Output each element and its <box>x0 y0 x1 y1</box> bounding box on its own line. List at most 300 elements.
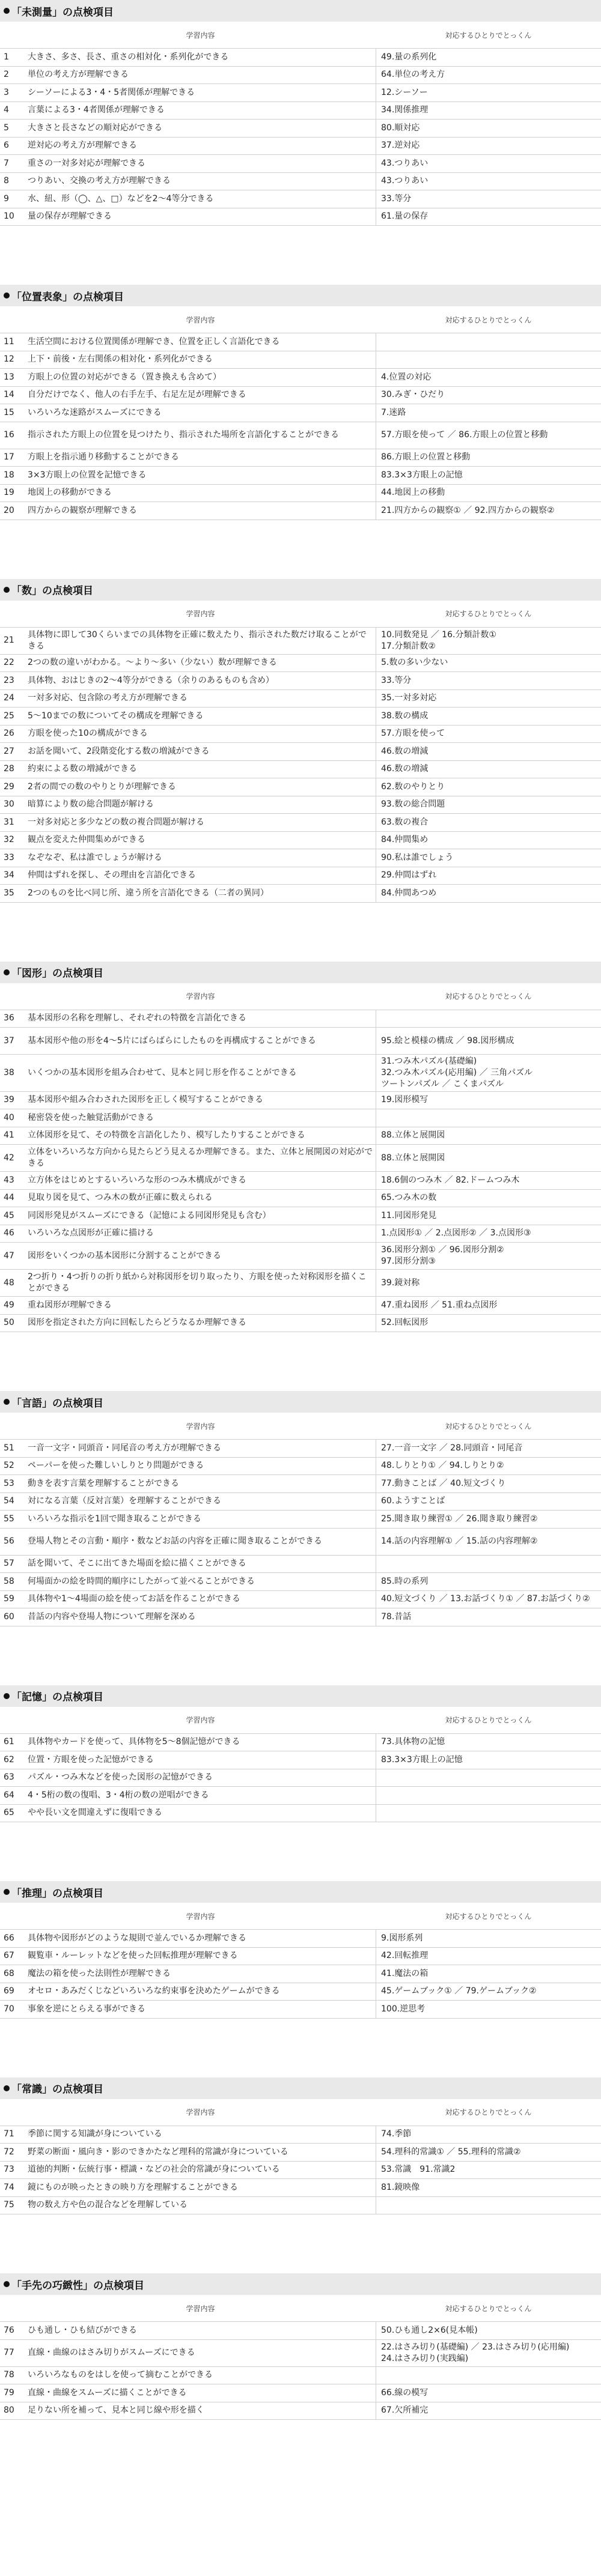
item-ref <box>376 502 601 520</box>
item-number: 15 <box>4 407 14 417</box>
ref-column-header: 対応するひとりでとっくん <box>445 1912 532 1921</box>
item-number: 51 <box>4 1443 14 1453</box>
item-ref <box>376 467 601 484</box>
table-row <box>0 1225 601 1243</box>
item-content: 図形を指定された方向に回転したらどうなるか理解できる <box>28 1318 246 1328</box>
item-number: 71 <box>4 2129 14 2139</box>
table-row <box>0 1055 601 1092</box>
item-number: 1 <box>4 52 9 62</box>
ref-line: 40.短文づくり ／ 13.お話づくり① ／ 87.お話づくり② <box>381 1594 590 1604</box>
item-number: 69 <box>4 1986 14 1996</box>
item-ref <box>376 1297 601 1314</box>
item-content: 重ね図形が理解できる <box>28 1300 112 1310</box>
item-ref <box>376 1769 601 1787</box>
item-content: 3×3方眼上の位置を記憶できる <box>28 470 147 480</box>
item-number: 40 <box>4 1112 14 1123</box>
item-content: 4・5桁の数の復唱、3・4桁の数の逆唱ができる <box>28 1790 209 1800</box>
ref-line: 31.つみ木パズル(基礎編) <box>381 1056 477 1066</box>
item-content: 対になる言葉（反対言葉）を理解することができる <box>28 1496 221 1506</box>
item-number: 44 <box>4 1193 14 1203</box>
item-ref <box>376 778 601 796</box>
table-row <box>0 2340 601 2367</box>
item-number: 28 <box>4 764 14 774</box>
checklist-section <box>0 285 601 520</box>
item-number: 25 <box>4 711 14 721</box>
item-content: 直線・曲線のはさみ切りがスムーズにできる <box>28 2348 195 2358</box>
content-column-header: 学習内容 <box>186 1422 215 1431</box>
item-number: 60 <box>4 1611 14 1622</box>
item-content: 方眼を使った10の構成ができる <box>28 729 148 739</box>
item-ref <box>376 449 601 467</box>
table-body <box>0 1010 601 1333</box>
item-ref <box>376 2367 601 2384</box>
ref-line: 49.量の系列化 <box>381 52 437 62</box>
item-number: 62 <box>4 1754 14 1765</box>
item-ref <box>376 485 601 502</box>
item-ref <box>376 1127 601 1145</box>
item-number: 24 <box>4 693 14 703</box>
item-ref <box>376 369 601 386</box>
item-content: お話を聞いて、2段階変化する数の増減ができる <box>28 746 210 756</box>
checklist-section <box>0 579 601 903</box>
ref-column-header: 対応するひとりでとっくん <box>445 2108 532 2117</box>
item-content: 2つの数の違いがわかる。〜より〜多い（少ない）数が理解できる <box>28 658 277 668</box>
item-ref <box>376 1965 601 1983</box>
table-row <box>0 351 601 369</box>
item-number: 61 <box>4 1737 14 1747</box>
item-number: 37 <box>4 1035 14 1046</box>
item-ref <box>376 1556 601 1573</box>
table-row <box>0 2179 601 2197</box>
item-number: 35 <box>4 888 14 898</box>
table-row <box>0 1109 601 1127</box>
item-content: 上下・前後・左右関係の相対化・系列化ができる <box>28 354 213 365</box>
content-column-header: 学習内容 <box>186 992 215 1001</box>
item-ref <box>376 2197 601 2214</box>
item-number: 7 <box>4 158 9 168</box>
ref-line: 29.仲間はずれ <box>381 870 437 880</box>
table-row <box>0 1751 601 1769</box>
item-content: ペーパーを使った難しいしりとり問題ができる <box>28 1461 204 1471</box>
item-content: 季節に関する知識が身についている <box>28 2129 162 2139</box>
table-body <box>0 1930 601 2019</box>
item-content: いろいろな迷路がスムーズにできる <box>28 407 162 417</box>
item-content: 量の保存が理解できる <box>28 211 112 222</box>
table-row <box>0 387 601 405</box>
table-row <box>0 1475 601 1493</box>
ref-line: ツートンパズル ／ こくまパズル <box>381 1079 504 1089</box>
item-number: 50 <box>4 1318 14 1328</box>
content-column-header: 学習内容 <box>186 31 215 40</box>
item-number: 80 <box>4 2405 14 2416</box>
item-number: 10 <box>4 211 14 222</box>
item-content: 仲間はずれを探し、その理由を言語化できる <box>28 870 196 880</box>
table-row <box>0 885 601 903</box>
ref-line: 84.仲間あつめ <box>381 888 437 898</box>
table-row <box>0 2322 601 2340</box>
bullet-icon <box>4 1693 10 1699</box>
ref-line: 57.方眼を使って <box>381 729 445 739</box>
table-row <box>0 690 601 708</box>
item-number: 3 <box>4 87 9 97</box>
ref-line: 38.数の構成 <box>381 711 429 721</box>
item-content: 方眼上の位置の対応ができる（置き換えも含めて） <box>28 372 221 382</box>
item-number: 49 <box>4 1300 14 1310</box>
item-number: 33 <box>4 852 14 862</box>
item-number: 18 <box>4 470 14 480</box>
item-content: 水、紐、形（◯、△、□）などを2～4等分できる <box>28 193 214 204</box>
item-content: 立体をいろいろな方向から見たらどう見えるか理解できる。また、立体と展開図の対応ができる <box>28 1147 373 1169</box>
item-content: 物の数え方や色の混合などを理解している <box>28 2200 188 2210</box>
item-ref <box>376 67 601 84</box>
ref-line: 78.昔話 <box>381 1611 412 1622</box>
item-number: 20 <box>4 505 14 515</box>
item-ref <box>376 832 601 849</box>
ref-line: 46.数の増減 <box>381 764 429 774</box>
section-header <box>0 962 601 983</box>
item-ref <box>376 1529 601 1555</box>
item-content: 2つのものを比べ同じ所、違う所を言語化できる（二者の異同） <box>28 888 269 898</box>
item-ref <box>376 351 601 369</box>
item-ref <box>376 333 601 351</box>
item-ref <box>376 1805 601 1822</box>
table-row <box>0 173 601 191</box>
table-row <box>0 1608 601 1626</box>
ref-line: 54.理科的常識① ／ 55.理科的常識② <box>381 2147 521 2157</box>
table-row <box>0 2001 601 2019</box>
item-content: つりあい、交換の考え方が理解できる <box>28 176 171 186</box>
table-row <box>0 1591 601 1609</box>
item-content: オセロ・あみだくじなどいろいろな約束事を決めたゲームができる <box>28 1986 280 1996</box>
table-row <box>0 333 601 351</box>
ref-line: 37.逆対応 <box>381 141 420 151</box>
item-content: 言葉による3・4者関係が理解できる <box>28 105 165 115</box>
table-row <box>0 2197 601 2215</box>
item-ref <box>376 2162 601 2179</box>
item-content: 何場面かの絵を時間的順序にしたがって並べることができる <box>28 1576 255 1586</box>
item-number: 77 <box>4 2348 14 2358</box>
item-ref <box>376 849 601 867</box>
item-number: 66 <box>4 1933 14 1943</box>
item-content: 同図形発見がスムーズにできる（記憶による同図形発見も含む） <box>28 1210 271 1220</box>
item-number: 27 <box>4 746 14 756</box>
table-row <box>0 1297 601 1315</box>
table-body <box>0 2126 601 2215</box>
item-content: 位置・方眼を使った記憶ができる <box>28 1754 154 1765</box>
table-row <box>0 655 601 673</box>
item-number: 76 <box>4 2325 14 2335</box>
item-number: 67 <box>4 1951 14 1961</box>
ref-line: 80.順対応 <box>381 123 420 133</box>
ref-line: 43.つりあい <box>381 158 429 168</box>
item-content: 2者の間での数のやりとりが理解できる <box>28 781 176 792</box>
item-ref <box>376 1734 601 1751</box>
table-row <box>0 1948 601 1966</box>
item-content: ひも通し・ひも結びができる <box>28 2325 137 2335</box>
ref-line: 74.季節 <box>381 2129 412 2139</box>
ref-line: 32.つみ木パズル(応用編) ／ 三角パズル <box>381 1067 533 1077</box>
table-row <box>0 1190 601 1208</box>
content-column-header: 学習内容 <box>186 1912 215 1921</box>
item-content: 昔話の内容や登場人物について理解を深める <box>28 1611 196 1622</box>
item-number: 42 <box>4 1153 14 1163</box>
item-number: 29 <box>4 781 14 792</box>
item-ref <box>376 885 601 902</box>
table-row <box>0 743 601 761</box>
item-number: 23 <box>4 675 14 685</box>
item-content: 基本図形や組み合わされた図形を正しく模写することができる <box>28 1095 263 1105</box>
ref-column-header: 対応するひとりでとっくん <box>445 31 532 40</box>
item-content: 重さの一対多対応が理解できる <box>28 158 145 168</box>
table-row <box>0 628 601 655</box>
item-number: 55 <box>4 1514 14 1524</box>
table-row <box>0 84 601 102</box>
item-content: 話を聞いて、そこに出てきた場面を絵に描くことができる <box>28 1559 246 1569</box>
table-row <box>0 208 601 226</box>
ref-column-header: 対応するひとりでとっくん <box>445 610 532 618</box>
item-content: 大きさと長さなどの順対応ができる <box>28 123 162 133</box>
content-column-header: 学習内容 <box>186 610 215 618</box>
table-row <box>0 1145 601 1172</box>
table-row <box>0 404 601 422</box>
item-content: 秘密袋を使った触覚活動ができる <box>28 1112 154 1123</box>
ref-line: 43.つりあい <box>381 176 429 186</box>
item-ref <box>376 867 601 885</box>
ref-line: 46.数の増減 <box>381 746 429 756</box>
ref-line: 85.時の系列 <box>381 1576 429 1586</box>
table-row <box>0 761 601 779</box>
bullet-icon <box>4 2281 10 2287</box>
ref-line: 35.一対多対応 <box>381 693 437 703</box>
section-title: 「言語」の点検項目 <box>11 1397 103 1410</box>
item-number: 58 <box>4 1576 14 1586</box>
table-body <box>0 1734 601 1823</box>
ref-line: 7.迷路 <box>381 407 406 417</box>
table-row <box>0 1983 601 2001</box>
item-ref <box>376 102 601 120</box>
item-content: 具体物や図形がどのような規則で並んでいるか理解できる <box>28 1933 246 1943</box>
item-ref <box>376 1190 601 1207</box>
item-content: 具体物に即して30くらいまでの具体物を正確に数えたり、指示された数だけ取ることができる <box>28 629 367 651</box>
item-content: 具体物、おはじきの2〜4等分ができる（余りのあるものも含め） <box>28 675 274 685</box>
item-ref <box>376 1751 601 1769</box>
table-row <box>0 67 601 85</box>
ref-line: 42.回転推理 <box>381 1951 429 1961</box>
item-ref <box>376 690 601 708</box>
table-body <box>0 333 601 520</box>
ref-line: 11.同図形発見 <box>381 1210 437 1220</box>
table-row <box>0 49 601 67</box>
item-number: 43 <box>4 1175 14 1185</box>
checklist-section <box>0 0 601 226</box>
item-number: 2 <box>4 70 9 80</box>
ref-line: 45.ゲームブック① ／ 79.ゲームブック② <box>381 1986 537 1996</box>
item-content: 見取り図を見て、つみ木の数が正確に数えられる <box>28 1193 213 1203</box>
item-content: 大きさ、多さ、長さ、重さの相対化・系列化ができる <box>28 52 229 62</box>
section-header <box>0 1391 601 1413</box>
item-ref <box>376 1172 601 1189</box>
table-row <box>0 832 601 850</box>
table-row <box>0 1511 601 1529</box>
item-content: パズル・つみ木などを使った図形の記憶ができる <box>28 1772 213 1783</box>
item-ref <box>376 1608 601 1626</box>
item-ref <box>376 173 601 190</box>
table-row <box>0 726 601 744</box>
item-content: 一対多対応と多少などの数の複合問題が解ける <box>28 817 204 827</box>
table-header <box>0 2099 601 2126</box>
item-ref <box>376 1511 601 1528</box>
bullet-icon <box>4 969 10 975</box>
table-row <box>0 1458 601 1476</box>
section-title: 「常識」の点検項目 <box>11 2084 103 2096</box>
item-number: 52 <box>4 1461 14 1471</box>
item-content: 2つ折り・4つ折りの折り紙から対称図形を切り取ったり、方眼を使った対称図形を描くことができる <box>28 1272 367 1294</box>
item-content: 単位の考え方が理解できる <box>28 70 129 80</box>
ref-line: 73.具体物の記憶 <box>381 1737 445 1747</box>
item-content: いろいろな指示を1回で聞き取ることができる <box>28 1514 201 1524</box>
item-number: 78 <box>4 2370 14 2380</box>
ref-line: 1.点図形① ／ 2.点図形② ／ 3.点図形③ <box>381 1228 531 1238</box>
ref-line: 52.回転図形 <box>381 1318 429 1328</box>
ref-line: 65.つみ木の数 <box>381 1193 437 1203</box>
item-number: 12 <box>4 354 14 365</box>
table-header <box>0 601 601 628</box>
table-row <box>0 138 601 156</box>
section-header <box>0 2273 601 2295</box>
table-header <box>0 2295 601 2322</box>
ref-line: 5.数の多い少ない <box>381 658 448 668</box>
item-number: 72 <box>4 2147 14 2157</box>
ref-column-header: 対応するひとりでとっくん <box>445 315 532 324</box>
item-ref <box>376 628 601 654</box>
item-number: 74 <box>4 2182 14 2192</box>
content-column-header: 学習内容 <box>186 1716 215 1725</box>
item-number: 21 <box>4 635 14 646</box>
section-title: 「図形」の点検項目 <box>11 968 103 980</box>
ref-line: 18.6個のつみ木 ／ 82.ドームつみ木 <box>381 1175 520 1185</box>
item-content: 自分だけでなく、他人の右手左手、右足左足が理解できる <box>28 390 246 400</box>
table-header <box>0 983 601 1010</box>
item-ref <box>376 814 601 831</box>
table-row <box>0 485 601 503</box>
ref-line: 19.図形模写 <box>381 1095 429 1105</box>
table-row <box>0 672 601 690</box>
item-ref <box>376 2322 601 2339</box>
ref-column-header: 対応するひとりでとっくん <box>445 992 532 1001</box>
item-ref <box>376 1028 601 1054</box>
item-content: 指示された方眼上の位置を見つけたり、指示された場所を言語化することができる <box>28 430 339 440</box>
bullet-icon <box>4 1889 10 1895</box>
item-number: 75 <box>4 2200 14 2210</box>
item-content: 一対多対応、包含除の考え方が理解できる <box>28 693 188 703</box>
table-row <box>0 2402 601 2420</box>
item-number: 22 <box>4 658 14 668</box>
ref-line: 25.聞き取り練習① ／ 26.聞き取り練習② <box>381 1514 538 1524</box>
item-ref <box>376 2384 601 2402</box>
section-title: 「位置表象」の点検項目 <box>11 291 124 303</box>
ref-line: 36.図形分割① ／ 96.図形分割② <box>381 1245 504 1255</box>
item-ref <box>376 1207 601 1225</box>
item-content: なぞなぞ、私は誰でしょうが解ける <box>28 852 162 862</box>
table-row <box>0 778 601 796</box>
item-content: 直線・曲線をスムーズに描くことができる <box>28 2387 187 2398</box>
item-ref <box>376 1787 601 1804</box>
item-number: 17 <box>4 452 14 462</box>
item-number: 36 <box>4 1013 14 1023</box>
checklist-section <box>0 962 601 1333</box>
item-number: 73 <box>4 2165 14 2175</box>
item-content: 登場人物とその言動・順序・数などお話の内容を正確に聞き取ることができる <box>28 1536 322 1547</box>
table-body <box>0 628 601 903</box>
item-ref <box>376 155 601 172</box>
item-number: 63 <box>4 1772 14 1783</box>
item-number: 8 <box>4 176 9 186</box>
item-ref <box>376 1930 601 1947</box>
table-row <box>0 1573 601 1591</box>
table-row <box>0 1493 601 1511</box>
table-body <box>0 49 601 226</box>
table-row <box>0 190 601 208</box>
item-content: いくつかの基本図形を組み合わせて、見本と同じ形を作ることができる <box>28 1067 297 1077</box>
ref-line: 53.常識 91.常識2 <box>381 2165 456 2175</box>
item-ref <box>376 1243 601 1269</box>
ref-line: 95.絵と模様の構成 ／ 98.図形構成 <box>381 1035 514 1046</box>
item-number: 57 <box>4 1559 14 1569</box>
checklist-section <box>0 1391 601 1626</box>
checklist-section <box>0 2077 601 2215</box>
content-column-header: 学習内容 <box>186 2108 215 2117</box>
bullet-icon <box>4 292 10 299</box>
table-row <box>0 708 601 726</box>
item-ref <box>376 190 601 208</box>
item-ref <box>376 655 601 672</box>
item-content: シーソーによる3・4・5者関係が理解できる <box>28 87 195 97</box>
item-number: 48 <box>4 1277 14 1288</box>
ref-line: 67.欠所補完 <box>381 2405 429 2416</box>
ref-line: 44.地図上の移動 <box>381 488 445 498</box>
table-row <box>0 369 601 387</box>
item-ref <box>376 1055 601 1091</box>
item-content: 基本図形の名称を理解し、それぞれの特徴を言語化できる <box>28 1013 246 1023</box>
item-content: 立体図形を見て、その特徴を言語化したり、模写したりすることができる <box>28 1130 305 1141</box>
ref-line: 61.量の保存 <box>381 211 429 222</box>
item-ref <box>376 2340 601 2366</box>
ref-line: 88.立体と展開図 <box>381 1153 445 1163</box>
table-row <box>0 1028 601 1055</box>
item-content: 観点を変えた仲間集めができる <box>28 835 145 845</box>
item-content: 具体物や1〜4場面の絵を使ってお話を作ることができる <box>28 1594 240 1604</box>
checklist-section <box>0 1881 601 2019</box>
item-ref <box>376 796 601 814</box>
section-title: 「手先の巧緻性」の点検項目 <box>11 2279 144 2292</box>
item-content: 方眼上を指示通り移動することができる <box>28 452 179 462</box>
item-ref <box>376 761 601 778</box>
table-row <box>0 1315 601 1333</box>
item-ref <box>376 208 601 226</box>
item-ref <box>376 2402 601 2420</box>
ref-line: 100.逆思考 <box>381 2004 426 2014</box>
item-ref <box>376 2126 601 2144</box>
table-row <box>0 1556 601 1574</box>
item-content: 5〜10までの数についてその構成を理解できる <box>28 711 204 721</box>
item-ref <box>376 1475 601 1493</box>
item-number: 65 <box>4 1808 14 1818</box>
item-ref <box>376 1092 601 1109</box>
table-row <box>0 849 601 867</box>
item-content: やや長い文を間違えずに復唱できる <box>28 1808 162 1818</box>
item-ref <box>376 743 601 760</box>
item-ref <box>376 387 601 404</box>
